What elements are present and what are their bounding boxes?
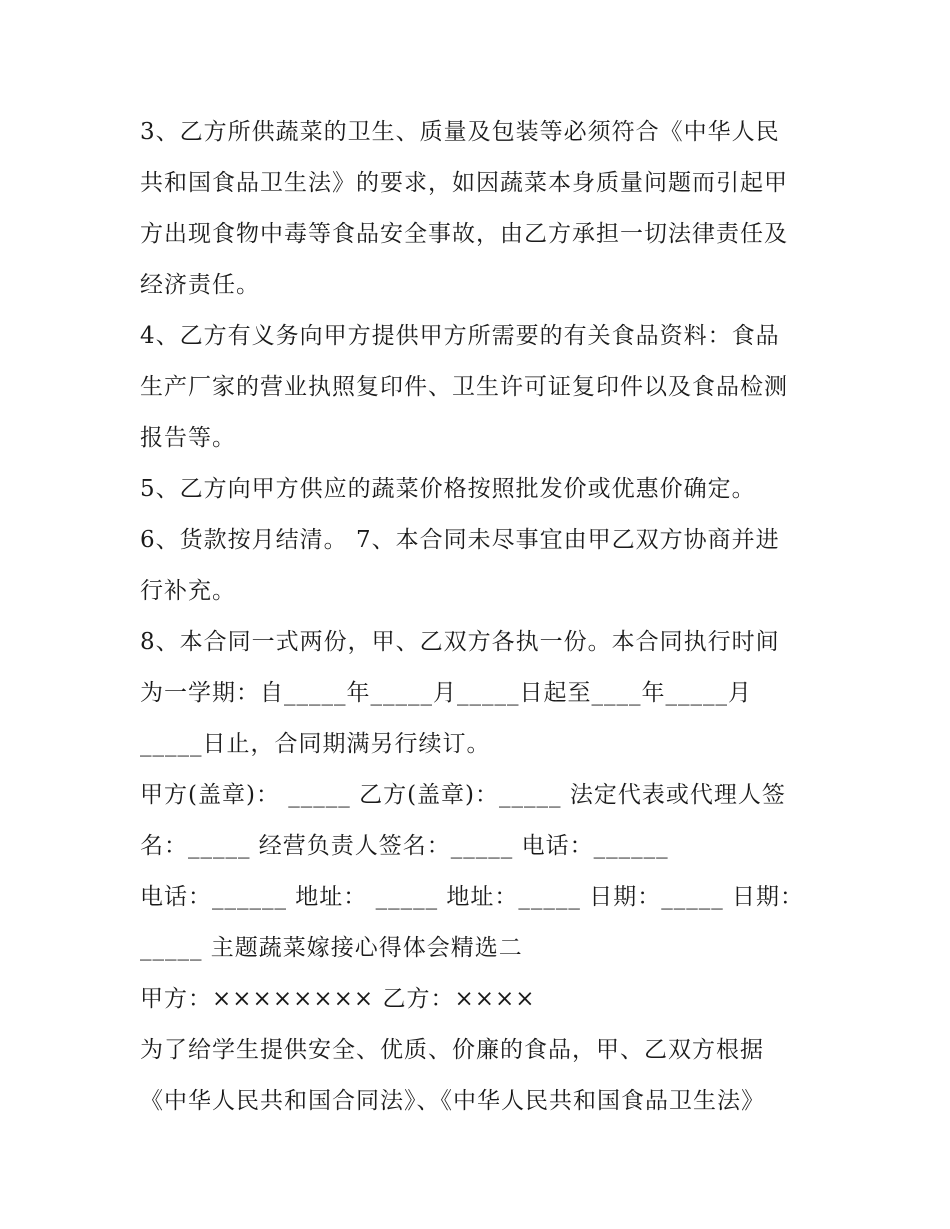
contract-text [140, 107, 820, 1127]
text-line: 电话：______ 地址： _____ 地址：_____ 日期：_____ 日期： [140, 884, 805, 910]
text-line: 方出现食物中毒等食品安全事故，由乙方承担一切法律责任及 [140, 221, 788, 247]
text-line: 经济责任。 [140, 272, 260, 298]
text-line: 《中华人民共和国合同法》、《中华人民共和国食品卫生法》 [140, 1088, 765, 1114]
text-line: 3、乙方所供蔬菜的卫生、质量及包装等必须符合《中华人民 [140, 119, 780, 145]
text-line: 4、乙方有义务向甲方提供甲方所需要的有关食品资料：食品 [140, 323, 780, 349]
text-line: 5、乙方向甲方供应的蔬菜价格按照批发价或优惠价确定。 [140, 476, 756, 502]
text-line: 甲方(盖章)： _____ 乙方(盖章)：_____ 法定代表或代理人签 [140, 782, 786, 808]
text-line: 甲方：×××××××× 乙方：×××× [140, 986, 536, 1012]
text-line: 行补充。 [140, 578, 236, 604]
text-line: 共和国食品卫生法》的要求，如因蔬菜本身质量问题而引起甲 [140, 170, 788, 196]
text-line: 为了给学生提供安全、优质、价廉的食品，甲、乙双方根据 [140, 1037, 764, 1063]
text-line: 报告等。 [140, 425, 236, 451]
text-line: _____ 主题蔬菜嫁接心得体会精选二 [140, 935, 523, 961]
text-line: 名：_____ 经营负责人签名：_____ 电话：______ [140, 833, 669, 859]
text-line: 6、货款按月结清。 7、本合同未尽事宜由甲乙双方协商并进 [140, 527, 780, 553]
text-line: _____日止，合同期满另行续订。 [140, 731, 491, 757]
text-line: 为一学期：自_____年_____月_____日起至____年_____月 [140, 680, 752, 706]
text-line: 生产厂家的营业执照复印件、卫生许可证复印件以及食品检测 [140, 374, 788, 400]
text-line: 8、本合同一式两份，甲、乙双方各执一份。本合同执行时间 [140, 629, 780, 655]
